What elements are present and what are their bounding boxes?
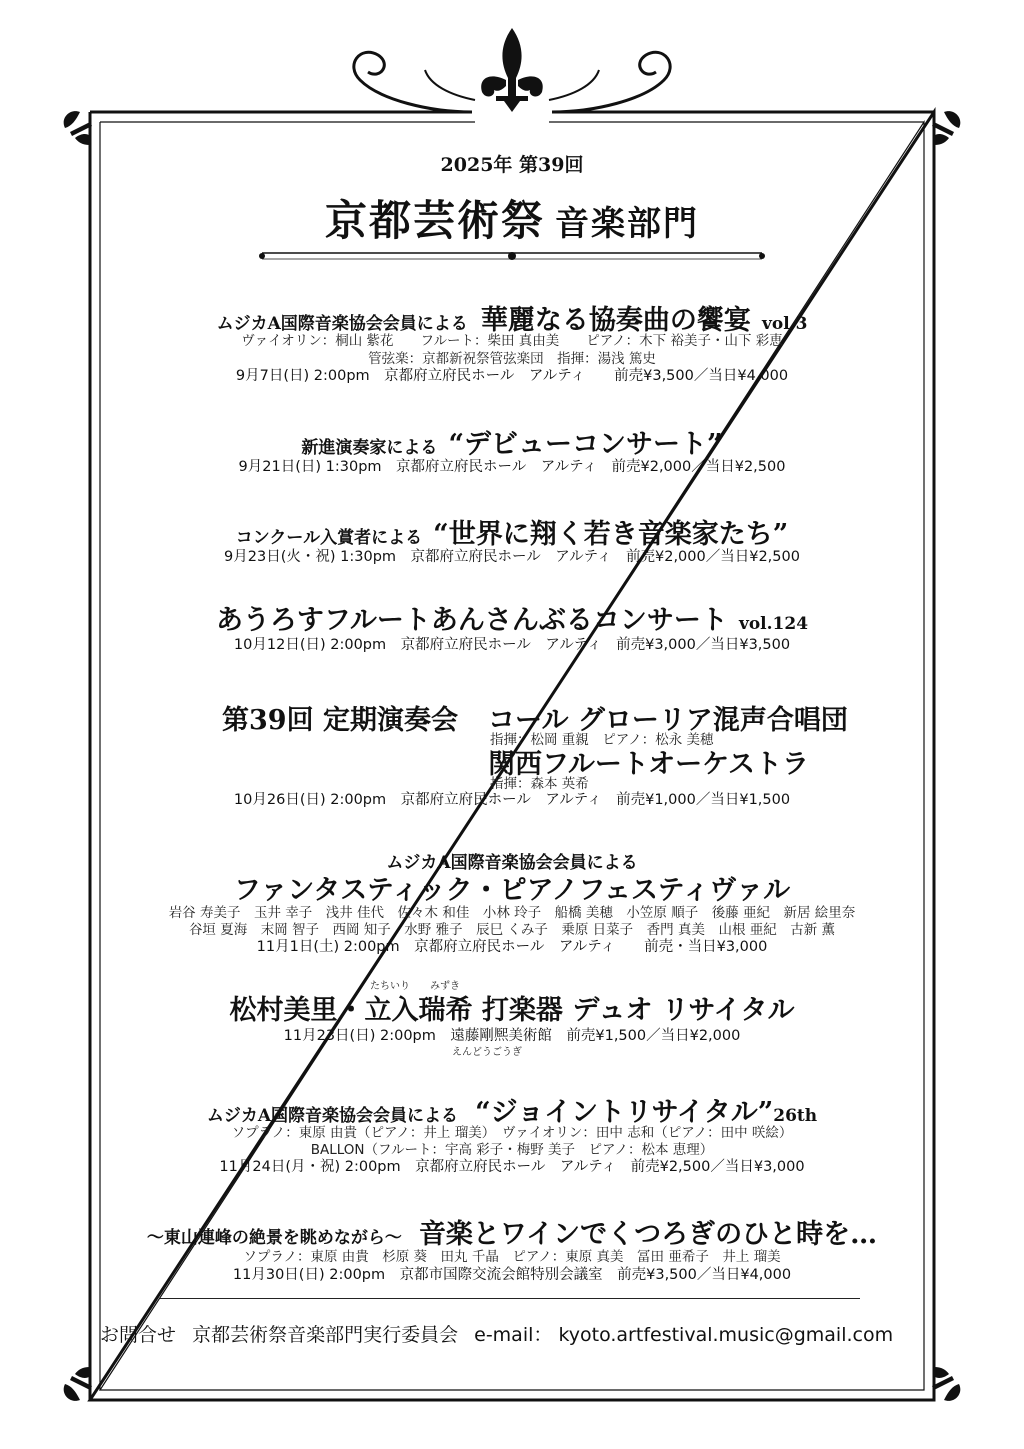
contact-email-link[interactable]: kyoto.artfestival.music@gmail.com [558, 1324, 894, 1346]
event-6-performers-1: 岩谷 寿美子 玉井 幸子 浅井 佳代 佐々木 和佳 小林 玲子 船橋 美穂 小笠原 順子 後藤 亜紀 新居 絵里奈 [168, 905, 856, 921]
festival-subtitle: 音楽部門 [555, 204, 699, 244]
event-6-lead: ムジカA国際音楽協会会員による [386, 853, 638, 873]
event-2-info: 9月21日(日) 1:30pm 京都府立府民ホール アルティ 前売¥2,000／当日¥2,500 [238, 459, 786, 475]
contact-line [100, 1320, 893, 1347]
event-5-group-2: 関西フルートオーケストラ [488, 749, 810, 780]
event-7-ruby-tachiiri: たちいり [370, 981, 410, 992]
event-8-performers-1: ソプラノ：東原 由貴（ピアノ：井上 瑠美） ヴァイオリン：田中 志和（ピアノ：田中 咲絵） [231, 1125, 793, 1141]
event-9-lead: ～東山連峰の絶景を眺めながら～ [146, 1228, 402, 1248]
event-2-title: “デビューコンサート” [448, 429, 723, 460]
event-4-info: 10月12日(日) 2:00pm 京都府立府民ホール アルティ 前売¥3,000／当日¥3,500 [233, 637, 791, 653]
event-1-title: 華麗なる協奏曲の饗宴 [480, 305, 751, 336]
event-7-ruby-mizuki: みずき [430, 981, 460, 992]
page-title [0, 188, 1024, 248]
event-5-group-2-staff: 指揮：森本 英希 [490, 776, 589, 792]
event-7-info: 11月23日(日) 2:00pm 遠藤剛熈美術館 前売¥1,500／当日¥2,000 [283, 1028, 741, 1044]
event-6-performers-2: 谷垣 夏海 末岡 智子 西岡 知子 水野 雅子 辰巳 くみ子 乗原 日菜子 香門 真美 山根 亜紀 古新 薫 [188, 922, 836, 938]
event-8-performers-2: BALLON（フルート：宇高 彩子・梅野 美子 ピアノ：松本 恵理） [310, 1142, 714, 1158]
event-1-performers: ヴァイオリン：桐山 紫花 フルート：柴田 真由美 ピアノ：木下 裕美子・山下 彩恵 [241, 333, 783, 349]
event-3-info: 9月23日(火・祝) 1:30pm 京都府立府民ホール アルティ 前売¥2,000／当日¥2,500 [224, 549, 800, 565]
event-1-suffix: vol.3 [761, 314, 808, 334]
event-5-group-1-staff: 指揮：松岡 重親 ピアノ：松永 美穂 [490, 732, 714, 748]
event-1-info: 9月7日(日) 2:00pm 京都府立府民ホール アルティ 前売¥3,500／当日¥4,000 [235, 368, 789, 384]
event-9-title: 音楽とワインでくつろぎのひと時を… [418, 1219, 878, 1250]
event-6-info: 11月1日(土) 2:00pm 京都府立府民ホール アルティ 前売・当日¥3,000 [256, 939, 768, 955]
festival-title: 京都芸術祭 [324, 196, 545, 245]
event-5-lead: 第39回 定期演奏会 [222, 705, 458, 736]
contact-label: お問合せ [100, 1324, 177, 1346]
event-7-ruby-endogogi: えんどうごうぎ [452, 1047, 522, 1058]
event-8-title: “ジョイントリサイタル” [475, 1097, 774, 1128]
event-4-title: あうろすフルートあんさんぶるコンサート [215, 605, 728, 636]
contact-org: 京都芸術祭音楽部門実行委員会 [192, 1324, 459, 1346]
event-7-title: 松村美里・立入瑞希 打楽器 デュオ リサイタル [229, 995, 795, 1026]
event-8-suffix: 26th [773, 1106, 818, 1126]
footer-divider [160, 1298, 860, 1299]
event-9-performers: ソプラノ：東原 由貴 杉原 葵 田丸 千晶 ピアノ：東原 真美 冨田 亜希子 井上 瑠美 [243, 1249, 781, 1265]
email-label: e-mail： [474, 1324, 553, 1346]
event-4-heading [0, 598, 1024, 637]
event-8-lead: ムジカA国際音楽協会会員による [206, 1106, 459, 1126]
event-9-info: 11月30日(日) 2:00pm 京都市国際交流会館特別会議室 前売¥3,500／当日¥4,000 [232, 1267, 792, 1283]
event-5-info: 10月26日(日) 2:00pm 京都府立府民ホール アルティ 前売¥1,000／当日¥1,500 [233, 792, 791, 808]
event-1-lead: ムジカA国際音楽協会会員による [216, 314, 468, 334]
event-1-orchestra: 管弦楽：京都新祝祭管弦楽団 指揮：湯浅 篤史 [368, 351, 656, 367]
event-5-group-1: コール グローリア混声合唱団 [488, 705, 848, 736]
event-2-lead: 新進演奏家による [301, 438, 438, 458]
event-3-title: “世界に翔く若き音楽家たち” [433, 519, 789, 550]
event-3-lead: コンクール入賞者による [235, 528, 423, 548]
event-8-info: 11月24日(月・祝) 2:00pm 京都府立府民ホール アルティ 前売¥2,500／当日¥3,000 [219, 1159, 805, 1175]
event-4-suffix: vol.124 [738, 614, 809, 634]
event-6-title: ファンタスティック・ピアノフェスティヴァル [233, 875, 791, 906]
edition-line: 2025年 第39回 [440, 154, 584, 176]
